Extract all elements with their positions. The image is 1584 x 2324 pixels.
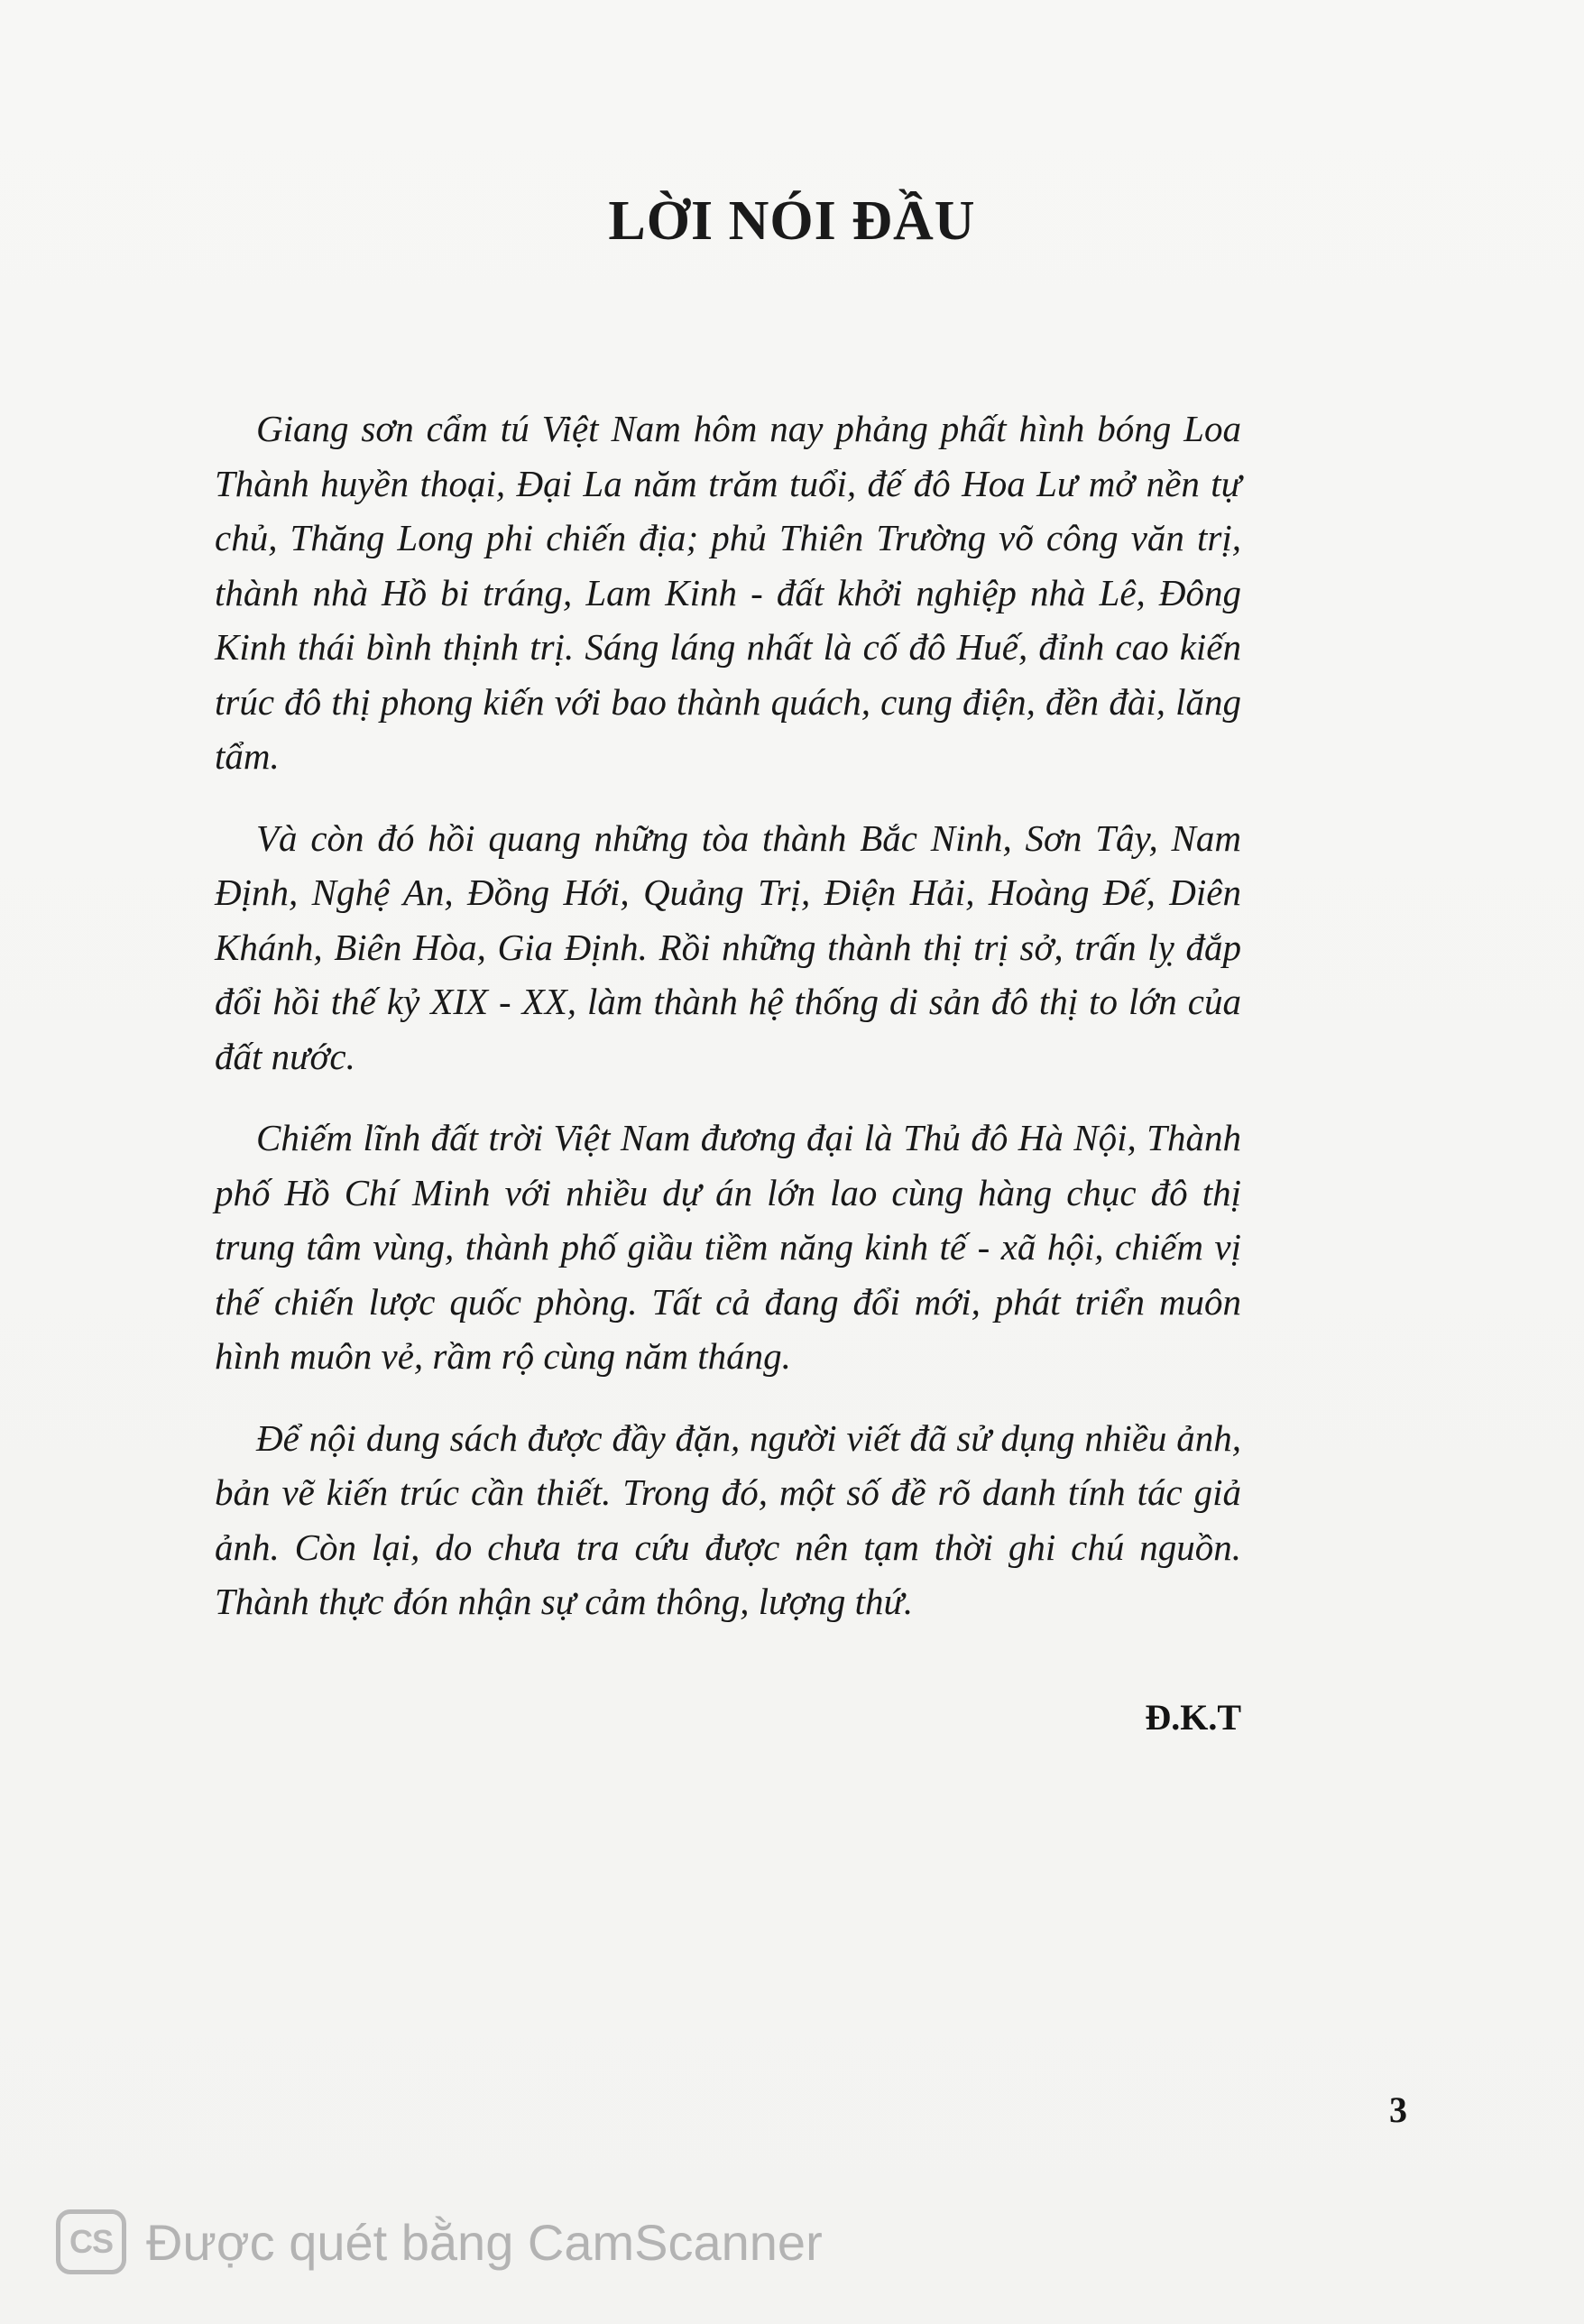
- paragraph: Chiếm lĩnh đất trời Việt Nam đương đại là Thủ đô Hà Nội, Thành phố Hồ Chí Minh với nhiều dự án lớn lao cùng hàng chục đô thị trung tâm vùng, thành phố giầu tiềm năng kinh tế - xã hội, chiếm vị thế chiến lược quốc phòng. Tất cả đang đổi mới, phát triển muôn hình muôn vẻ, rầm rộ cùng năm tháng.: [215, 1117, 1241, 1377]
- preface-body: [215, 401, 1241, 1656]
- camscanner-logo-icon: CS: [56, 2209, 126, 2274]
- camscanner-watermark: [56, 2201, 823, 2282]
- author-signature: Đ.K.T: [1145, 1697, 1241, 1738]
- paragraph: Và còn đó hồi quang những tòa thành Bắc Ninh, Sơn Tây, Nam Định, Nghệ An, Đồng Hới, Quảng Trị, Điện Hải, Hoàng Đế, Diên Khánh, Biên Hòa, Gia Định. Rồi những thành thị trị sở, trấn lỵ đắp đổi hồi thế kỷ XIX - XX, làm thành hệ thống di sản đô thị to lớn của đất nước.: [215, 816, 1241, 1077]
- paragraph: Để nội dung sách được đầy đặn, người viết đã sử dụng nhiều ảnh, bản vẽ kiến trúc cần thiết. Trong đó, một số đề rõ danh tính tác giả ảnh. Còn lại, do chưa tra cứu được nên tạm thời ghi chú nguồn. Thành thực đón nhận sự cảm thông, lượng thứ.: [215, 1416, 1241, 1622]
- page-title: LỜI NÓI ĐẦU: [608, 190, 976, 252]
- page-number: 3: [1389, 2089, 1407, 2130]
- paragraph: Giang sơn cẩm tú Việt Nam hôm nay phảng phất hình bóng Loa Thành huyền thoại, Đại La năm trăm tuổi, đế đô Hoa Lư mở nền tự chủ, Thăng Long phi chiến địa; phủ Thiên Trường võ công văn trị, thành nhà Hồ bi tráng, Lam Kinh - đất khởi nghiệp nhà Lê, Đông Kinh thái bình thịnh trị. Sáng láng nhất là cố đô Huế, đỉnh cao kiến trúc đô thị phong kiến với bao thành quách, cung điện, đền đài, lăng tẩm.: [215, 408, 1241, 777]
- watermark-text: Được quét bằng CamScanner: [146, 2213, 823, 2271]
